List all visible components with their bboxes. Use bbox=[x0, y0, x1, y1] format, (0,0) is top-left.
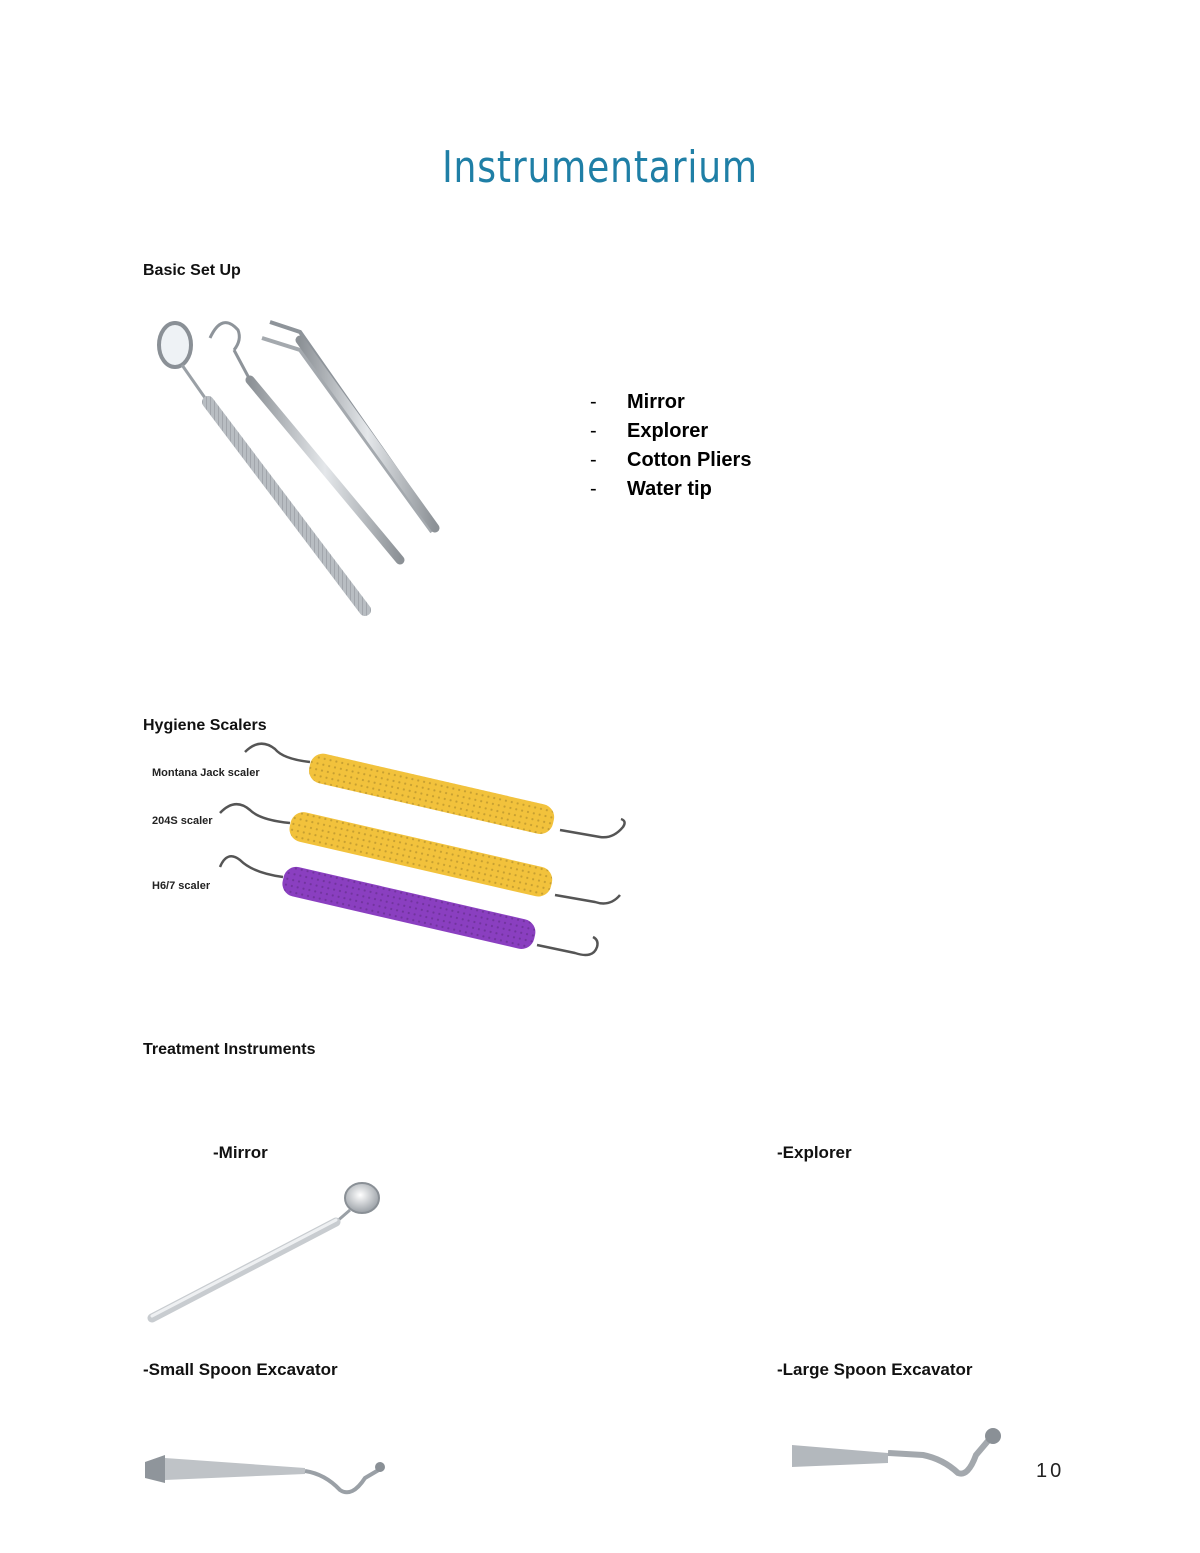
hygiene-scalers-heading: Hygiene Scalers bbox=[143, 717, 267, 734]
list-item-label: Water tip bbox=[627, 478, 712, 500]
list-item: - Cotton Pliers bbox=[590, 449, 752, 471]
scaler-label-h67: H6/7 scaler bbox=[152, 880, 211, 892]
large-spoon-excavator-image bbox=[788, 1425, 1008, 1485]
list-item-label: Explorer bbox=[627, 420, 709, 442]
scaler-label-montana: Montana Jack scaler bbox=[152, 767, 260, 779]
small-spoon-caption: -Small Spoon Excavator bbox=[143, 1360, 338, 1379]
large-spoon-caption: -Large Spoon Excavator bbox=[777, 1360, 973, 1379]
page-title: Instrumentarium bbox=[442, 142, 758, 193]
explorer-caption: -Explorer bbox=[777, 1143, 852, 1162]
list-item: - Mirror bbox=[590, 391, 685, 413]
mirror-image bbox=[140, 1175, 390, 1335]
list-item: - Water tip bbox=[590, 478, 712, 500]
scaler-label-204s: 204S scaler bbox=[152, 815, 213, 827]
list-item-label: Mirror bbox=[627, 391, 685, 413]
mirror-caption: -Mirror bbox=[213, 1143, 268, 1162]
hygiene-scalers-image bbox=[215, 735, 635, 975]
basic-setup-instruments-image bbox=[150, 310, 450, 620]
list-item-label: Cotton Pliers bbox=[627, 449, 752, 471]
treatment-heading: Treatment Instruments bbox=[143, 1041, 316, 1058]
basic-setup-list bbox=[590, 388, 751, 504]
small-spoon-excavator-image bbox=[140, 1450, 390, 1505]
page-number: 10 bbox=[1036, 1460, 1065, 1482]
basic-setup-heading: Basic Set Up bbox=[143, 262, 241, 279]
list-item: - Explorer bbox=[590, 420, 709, 442]
